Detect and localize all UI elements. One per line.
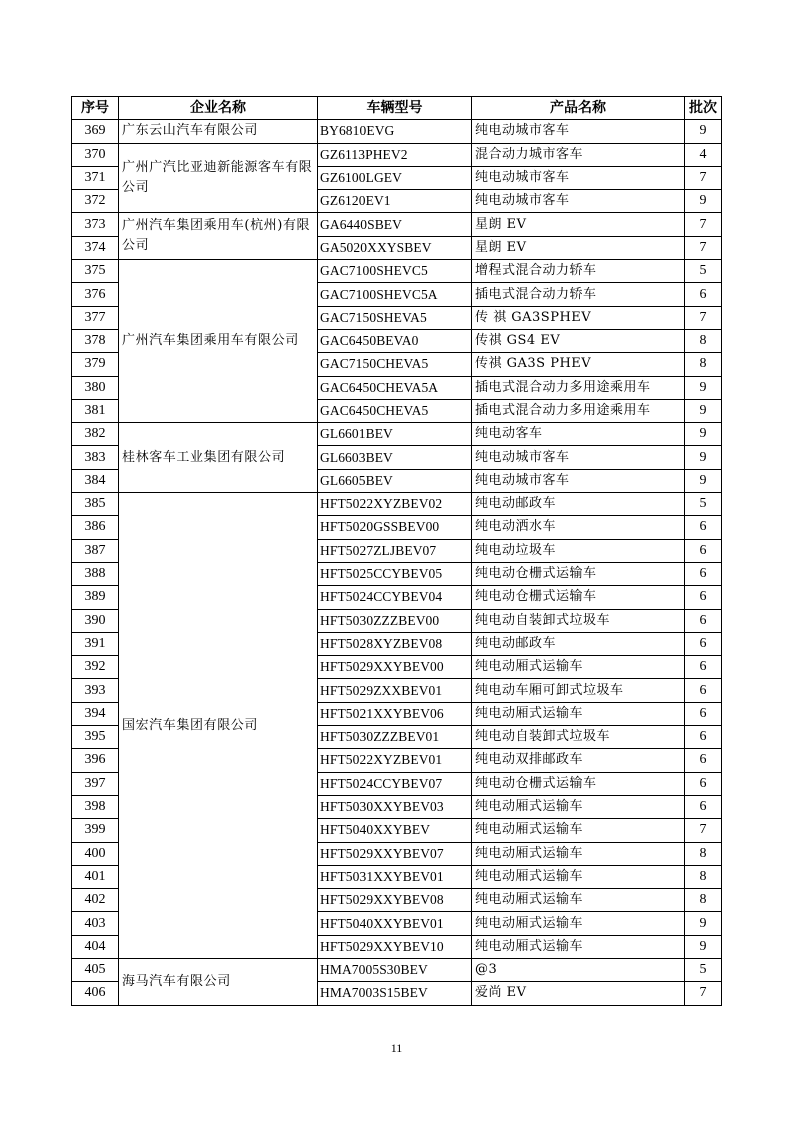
row-model: HFT5029XXYBEV07 <box>318 842 472 865</box>
row-seq: 399 <box>72 819 119 842</box>
row-model: GL6603BEV <box>318 446 472 469</box>
row-model: GZ6100LGEV <box>318 166 472 189</box>
row-product: 星朗 EV <box>472 213 685 236</box>
row-model: GA6440SBEV <box>318 213 472 236</box>
row-seq: 382 <box>72 423 119 446</box>
row-model: HFT5022XYZBEV01 <box>318 749 472 772</box>
row-batch: 6 <box>685 795 722 818</box>
row-seq: 374 <box>72 236 119 259</box>
row-batch: 9 <box>685 120 722 143</box>
row-batch: 9 <box>685 469 722 492</box>
row-batch: 5 <box>685 260 722 283</box>
row-batch: 7 <box>685 236 722 259</box>
row-product: 插电式混合动力轿车 <box>472 283 685 306</box>
row-model: BY6810EVG <box>318 120 472 143</box>
row-seq: 393 <box>72 679 119 702</box>
row-seq: 394 <box>72 702 119 725</box>
row-batch: 8 <box>685 842 722 865</box>
table-header-row <box>72 97 722 120</box>
row-batch: 6 <box>685 586 722 609</box>
row-seq: 403 <box>72 912 119 935</box>
row-seq: 398 <box>72 795 119 818</box>
row-seq: 386 <box>72 516 119 539</box>
vehicle-catalog-table-container <box>71 96 721 1006</box>
row-batch: 6 <box>685 656 722 679</box>
row-model: GAC6450BEVA0 <box>318 329 472 352</box>
row-seq: 388 <box>72 562 119 585</box>
row-product: 传祺 GA3S PHEV <box>472 353 685 376</box>
table-row <box>72 120 722 143</box>
row-product: 纯电动城市客车 <box>472 190 685 213</box>
row-model: HFT5040XXYBEV01 <box>318 912 472 935</box>
row-seq: 402 <box>72 889 119 912</box>
row-product: 纯电动城市客车 <box>472 120 685 143</box>
row-product: 纯电动厢式运输车 <box>472 912 685 935</box>
row-model: HFT5040XXYBEV <box>318 819 472 842</box>
table-row <box>72 493 722 516</box>
row-batch: 6 <box>685 726 722 749</box>
row-batch: 9 <box>685 935 722 958</box>
row-product: 纯电动客车 <box>472 423 685 446</box>
row-model: HFT5030ZZZBEV01 <box>318 726 472 749</box>
row-model: HFT5031XXYBEV01 <box>318 865 472 888</box>
row-product: 纯电动城市客车 <box>472 446 685 469</box>
row-batch: 8 <box>685 865 722 888</box>
row-batch: 6 <box>685 702 722 725</box>
row-product: 纯电动城市客车 <box>472 166 685 189</box>
row-product: 纯电动厢式运输车 <box>472 865 685 888</box>
row-product: 纯电动仓栅式运输车 <box>472 562 685 585</box>
row-model: GL6601BEV <box>318 423 472 446</box>
row-product: 纯电动邮政车 <box>472 632 685 655</box>
row-company: 广州汽车集团乘用车有限公司 <box>119 260 318 423</box>
table-row <box>72 213 722 236</box>
header-model: 车辆型号 <box>318 97 472 120</box>
header-product: 产品名称 <box>472 97 685 120</box>
row-model: HFT5027ZLJBEV07 <box>318 539 472 562</box>
row-model: GL6605BEV <box>318 469 472 492</box>
row-batch: 6 <box>685 679 722 702</box>
row-product: 纯电动城市客车 <box>472 469 685 492</box>
row-company: 国宏汽车集团有限公司 <box>119 493 318 959</box>
row-product: 纯电动双排邮政车 <box>472 749 685 772</box>
row-product: 纯电动邮政车 <box>472 493 685 516</box>
row-model: HFT5024CCYBEV04 <box>318 586 472 609</box>
row-batch: 9 <box>685 423 722 446</box>
table-row <box>72 958 722 981</box>
row-batch: 8 <box>685 353 722 376</box>
row-model: HFT5030ZZZBEV00 <box>318 609 472 632</box>
row-company: 桂林客车工业集团有限公司 <box>119 423 318 493</box>
row-model: GAC7100SHEVC5 <box>318 260 472 283</box>
row-product: 纯电动厢式运输车 <box>472 889 685 912</box>
row-seq: 375 <box>72 260 119 283</box>
row-seq: 384 <box>72 469 119 492</box>
row-model: GAC6450CHEVA5A <box>318 376 472 399</box>
row-model: HFT5029XXYBEV10 <box>318 935 472 958</box>
row-seq: 371 <box>72 166 119 189</box>
row-product: 纯电动厢式运输车 <box>472 795 685 818</box>
row-seq: 381 <box>72 399 119 422</box>
row-batch: 4 <box>685 143 722 166</box>
row-model: HFT5020GSSBEV00 <box>318 516 472 539</box>
row-seq: 390 <box>72 609 119 632</box>
vehicle-catalog-table <box>71 96 722 1006</box>
row-model: HMA7005S30BEV <box>318 958 472 981</box>
row-product: 纯电动仓栅式运输车 <box>472 772 685 795</box>
row-company: 广州广汽比亚迪新能源客车有限公司 <box>119 143 318 213</box>
header-seq: 序号 <box>72 97 119 120</box>
row-product: 传 祺 GA3SPHEV <box>472 306 685 329</box>
table-body <box>72 120 722 1005</box>
row-seq: 370 <box>72 143 119 166</box>
row-batch: 6 <box>685 516 722 539</box>
page-number: 11 <box>390 1041 403 1055</box>
row-seq: 405 <box>72 958 119 981</box>
row-seq: 389 <box>72 586 119 609</box>
row-batch: 6 <box>685 772 722 795</box>
row-model: HFT5025CCYBEV05 <box>318 562 472 585</box>
row-model: HFT5029XXYBEV08 <box>318 889 472 912</box>
row-product: 爱尚 EV <box>472 982 685 1005</box>
row-product: 传祺 GS4 EV <box>472 329 685 352</box>
row-batch: 9 <box>685 399 722 422</box>
row-seq: 379 <box>72 353 119 376</box>
row-batch: 9 <box>685 446 722 469</box>
row-model: GAC7100SHEVC5A <box>318 283 472 306</box>
row-seq: 377 <box>72 306 119 329</box>
row-product: @3 <box>472 958 685 981</box>
row-product: 星朗 EV <box>472 236 685 259</box>
row-batch: 6 <box>685 609 722 632</box>
row-seq: 392 <box>72 656 119 679</box>
row-batch: 5 <box>685 493 722 516</box>
row-seq: 395 <box>72 726 119 749</box>
row-product: 纯电动厢式运输车 <box>472 935 685 958</box>
row-batch: 7 <box>685 166 722 189</box>
row-product: 纯电动垃圾车 <box>472 539 685 562</box>
row-batch: 9 <box>685 376 722 399</box>
row-seq: 391 <box>72 632 119 655</box>
row-seq: 380 <box>72 376 119 399</box>
row-seq: 397 <box>72 772 119 795</box>
table-row <box>72 143 722 166</box>
row-batch: 6 <box>685 632 722 655</box>
row-company: 海马汽车有限公司 <box>119 958 318 1005</box>
row-product: 增程式混合动力轿车 <box>472 260 685 283</box>
table-row <box>72 260 722 283</box>
row-batch: 5 <box>685 958 722 981</box>
row-company: 广东云山汽车有限公司 <box>119 120 318 143</box>
row-batch: 6 <box>685 539 722 562</box>
row-model: HFT5030XXYBEV03 <box>318 795 472 818</box>
row-model: GA5020XXYSBEV <box>318 236 472 259</box>
row-batch: 6 <box>685 749 722 772</box>
row-model: HFT5024CCYBEV07 <box>318 772 472 795</box>
row-batch: 7 <box>685 982 722 1005</box>
row-product: 纯电动车厢可卸式垃圾车 <box>472 679 685 702</box>
row-product: 纯电动仓栅式运输车 <box>472 586 685 609</box>
row-seq: 396 <box>72 749 119 772</box>
row-seq: 401 <box>72 865 119 888</box>
row-product: 纯电动厢式运输车 <box>472 656 685 679</box>
row-model: GAC6450CHEVA5 <box>318 399 472 422</box>
row-batch: 8 <box>685 329 722 352</box>
row-batch: 9 <box>685 912 722 935</box>
row-model: GZ6120EV1 <box>318 190 472 213</box>
row-model: HMA7003S15BEV <box>318 982 472 1005</box>
row-seq: 376 <box>72 283 119 306</box>
row-batch: 6 <box>685 283 722 306</box>
row-seq: 404 <box>72 935 119 958</box>
row-seq: 372 <box>72 190 119 213</box>
row-model: HFT5029ZXXBEV01 <box>318 679 472 702</box>
row-seq: 383 <box>72 446 119 469</box>
row-product: 混合动力城市客车 <box>472 143 685 166</box>
row-product: 纯电动洒水车 <box>472 516 685 539</box>
row-model: HFT5029XXYBEV00 <box>318 656 472 679</box>
row-batch: 8 <box>685 889 722 912</box>
row-model: HFT5021XXYBEV06 <box>318 702 472 725</box>
table-row <box>72 423 722 446</box>
row-model: HFT5028XYZBEV08 <box>318 632 472 655</box>
row-seq: 400 <box>72 842 119 865</box>
row-seq: 387 <box>72 539 119 562</box>
row-product: 纯电动厢式运输车 <box>472 819 685 842</box>
row-seq: 406 <box>72 982 119 1005</box>
row-seq: 373 <box>72 213 119 236</box>
row-model: GAC7150SHEVA5 <box>318 306 472 329</box>
row-product: 插电式混合动力多用途乘用车 <box>472 376 685 399</box>
row-seq: 385 <box>72 493 119 516</box>
row-seq: 378 <box>72 329 119 352</box>
row-product: 纯电动自装卸式垃圾车 <box>472 726 685 749</box>
row-batch: 7 <box>685 213 722 236</box>
row-company: 广州汽车集团乘用车(杭州)有限公司 <box>119 213 318 260</box>
row-batch: 9 <box>685 190 722 213</box>
header-batch: 批次 <box>685 97 722 120</box>
row-product: 纯电动厢式运输车 <box>472 702 685 725</box>
row-batch: 7 <box>685 306 722 329</box>
row-model: HFT5022XYZBEV02 <box>318 493 472 516</box>
row-product: 插电式混合动力多用途乘用车 <box>472 399 685 422</box>
row-batch: 7 <box>685 819 722 842</box>
header-company: 企业名称 <box>119 97 318 120</box>
row-seq: 369 <box>72 120 119 143</box>
row-batch: 6 <box>685 562 722 585</box>
row-model: GZ6113PHEV2 <box>318 143 472 166</box>
row-product: 纯电动自装卸式垃圾车 <box>472 609 685 632</box>
row-product: 纯电动厢式运输车 <box>472 842 685 865</box>
row-model: GAC7150CHEVA5 <box>318 353 472 376</box>
